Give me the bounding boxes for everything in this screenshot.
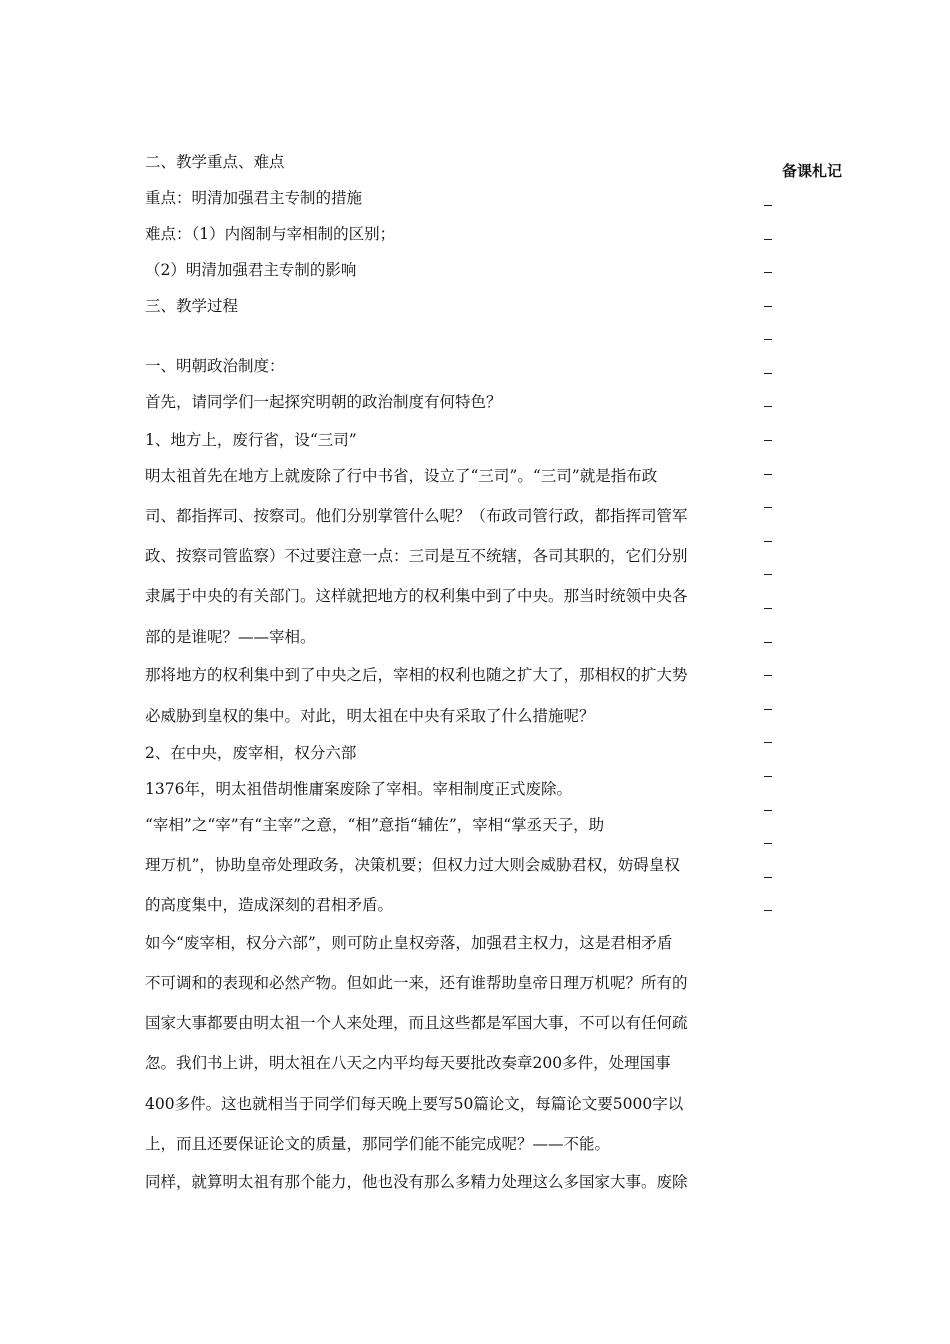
subheading-local: 1、地方上，废行省，设“三司” [145, 431, 357, 449]
note-line [764, 810, 772, 811]
note-line [764, 239, 772, 240]
heading-process: 三、教学过程 [145, 297, 239, 315]
note-line [764, 877, 772, 878]
note-line [764, 675, 772, 676]
text-line: 重点：明清加强君主专制的措施 [145, 189, 363, 207]
text-line: 国家大事都要由明太祖一个人来处理，而且这些都是军国大事，不可以有任何疏 [145, 1014, 688, 1032]
note-line [764, 843, 772, 844]
note-line [764, 440, 772, 441]
note-line [764, 339, 772, 340]
subheading-central: 2、在中央，废宰相，权分六部 [145, 744, 357, 762]
text-line: 上，而且还要保证论文的质量，那同学们能不能完成呢？——不能。 [145, 1135, 611, 1153]
text-line: 明太祖首先在地方上就废除了行中书省，设立了“三司”。“三司”就是指布政 [145, 467, 658, 485]
text-line: 那将地方的权利集中到了中央之后，宰相的权利也随之扩大了，那相权的扩大势 [145, 666, 688, 684]
note-line [764, 205, 772, 206]
text-line: （2）明清加强君主专制的影响 [145, 261, 357, 279]
text-line: 政、按察司管监察）不过要注意一点：三司是互不统辖，各司其职的，它们分别 [145, 547, 688, 565]
text-line: 首先，请同学们一起探究明朝的政治制度有何特色？ [145, 393, 502, 411]
text-line: 隶属于中央的有关部门。这样就把地方的权利集中到了中央。那当时统领中央各 [145, 587, 688, 605]
note-line [764, 541, 772, 542]
text-line: 理万机”，协助皇帝处理政务，决策机要；但权力过大则会威胁君权，妨碍皇权 [145, 856, 680, 874]
text-line: 部的是谁呢？——宰相。 [145, 628, 316, 646]
note-line [764, 910, 772, 911]
text-line: 司、都指挥司、按察司。他们分别掌管什么呢？（布政司管行政，都指挥司管军 [145, 507, 688, 525]
note-line [764, 373, 772, 374]
note-line [764, 776, 772, 777]
text-line: 同样，就算明太祖有那个能力，他也没有那么多精力处理这么多国家大事。废除 [145, 1173, 688, 1191]
text-line: 1376年，明太祖借胡惟庸案废除了宰相。宰相制度正式废除。 [145, 780, 572, 798]
note-line [764, 608, 772, 609]
heading-key-points: 二、教学重点、难点 [145, 153, 285, 171]
text-line: 难点：（1）内阁制与宰相制的区别； [145, 225, 396, 243]
note-line [764, 709, 772, 710]
heading-ming-system: 一、明朝政治制度： [145, 357, 285, 375]
text-line: 不可调和的表现和必然产物。但如此一来，还有谁帮助皇帝日理万机呢？所有的 [145, 974, 688, 992]
text-line: 如今“废宰相，权分六部”，则可防止皇权旁落，加强君主权力，这是君相矛盾 [145, 934, 673, 952]
note-line [764, 507, 772, 508]
note-line [764, 474, 772, 475]
text-line: 400多件。这也就相当于同学们每天晚上要写50篇论文，每篇论文要5000字以 [145, 1095, 684, 1113]
note-line [764, 406, 772, 407]
note-line [764, 272, 772, 273]
note-line [764, 306, 772, 307]
text-line: 必威胁到皇权的集中。对此，明太祖在中央有采取了什么措施呢？ [145, 707, 595, 725]
note-line [764, 742, 772, 743]
text-line: “宰相”之“宰”有“主宰”之意，“相”意指“辅佐”，宰相“掌丞天子，助 [145, 816, 605, 834]
text-line: 忽。我们书上讲，明太祖在八天之内平均每天要批改奏章200多件，处理国事 [145, 1054, 671, 1072]
note-line [764, 574, 772, 575]
note-line [764, 642, 772, 643]
sidebar-title: 备课札记 [782, 162, 843, 180]
text-line: 的高度集中，造成深刻的君相矛盾。 [145, 896, 394, 914]
